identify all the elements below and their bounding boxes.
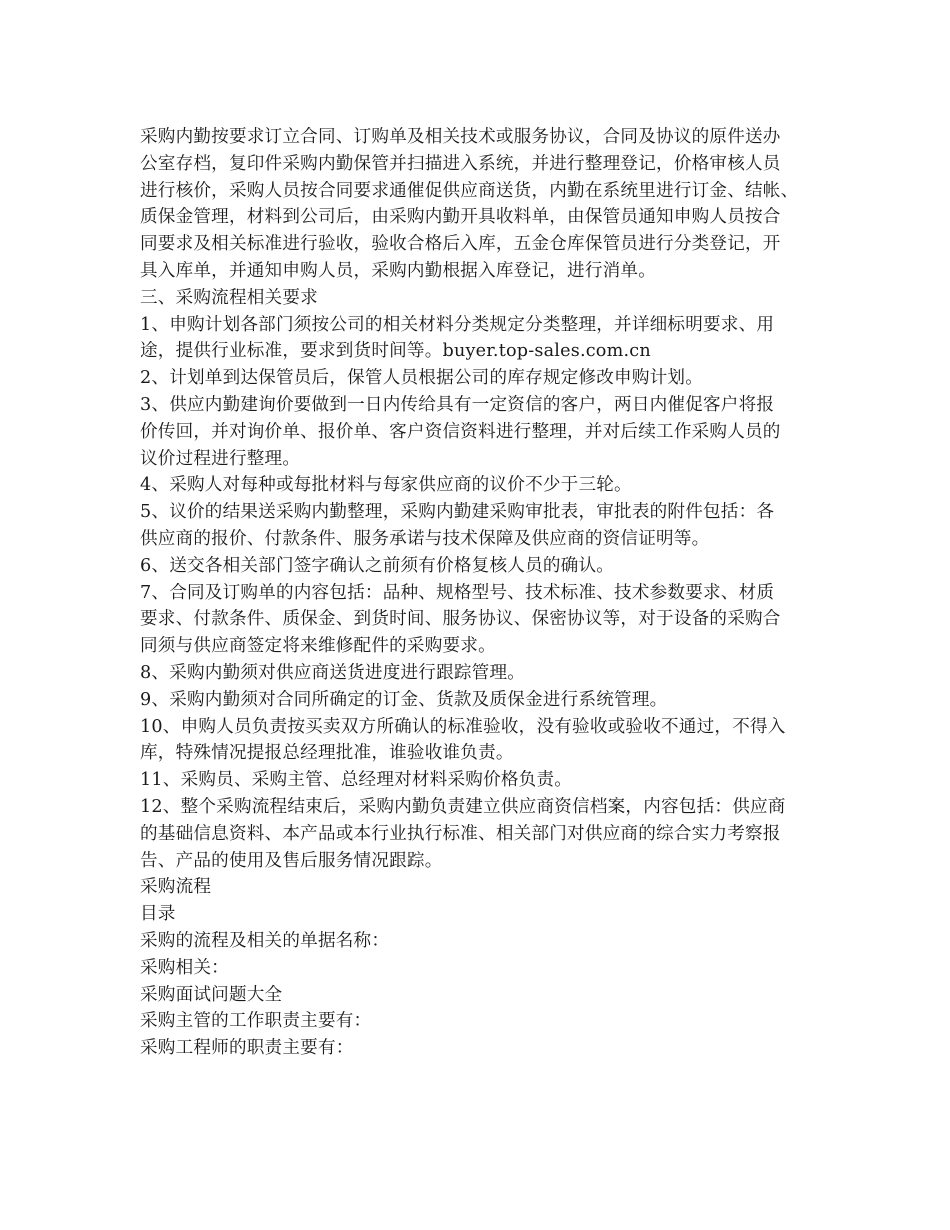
requirement-item — [140, 472, 820, 499]
list-item: 采购工程师的职责主要有： — [140, 1038, 354, 1059]
text-line: 12、整个采购流程结束后，采购内勤负责建立供应商资信档案，内容包括：供应商 — [140, 796, 786, 817]
requirement-item — [140, 499, 820, 553]
requirement-item — [140, 365, 820, 392]
text-line: 7、合同及订购单的内容包括：品种、规格型号、技术标准、技术参数要求、材质 — [140, 582, 775, 603]
list-item: 采购面试问题大全 — [140, 984, 283, 1005]
list-item: 目录 — [140, 904, 176, 925]
text-line: 11、采购员、采购主管、总经理对材料采购价格负责。 — [140, 770, 573, 791]
text-line: 4、采购人对每种或每批材料与每家供应商的议价不少于三轮。 — [140, 475, 632, 496]
text-line: 同要求及相关标准进行验收，验收合格后入库，五金仓库保管员进行分类登记，开 — [140, 234, 781, 255]
text-line: 3、供应内勤建询价要做到一日内传给具有一定资信的客户，两日内催促客户将报 — [140, 394, 775, 415]
text-line: 供应商的报价、付款条件、服务承诺与技术保障及供应商的资信证明等。 — [140, 528, 710, 549]
text-line: 10、申购人员负责按买卖双方所确认的标准验收，没有验收或验收不通过，不得入 — [140, 716, 786, 737]
text-line: 要求、付款条件、质保金、到货时间、服务协议、保密协议等，对于设备的采购合 — [140, 609, 781, 630]
text-line: 途，提供行业标准，要求到货时间等。buyer.top-sales.com.cn — [140, 341, 651, 362]
requirement-item — [140, 767, 820, 794]
section-heading: 三、采购流程相关要求 — [140, 287, 318, 308]
text-line: 的基础信息资料、本产品或本行业执行标准、相关部门对供应商的综合实力考察报 — [140, 823, 781, 844]
list-item: 采购相关： — [140, 957, 229, 978]
text-line: 质保金管理，材料到公司后，由采购内勤开具收料单，由保管员通知申购人员按合 — [140, 207, 781, 228]
text-line: 2、计划单到达保管员后，保管人员根据公司的库存规定修改申购计划。 — [140, 368, 704, 389]
requirement-item — [140, 714, 820, 768]
text-line: 同须与供应商签定将来维修配件的采购要求。 — [140, 636, 496, 657]
text-line: 8、采购内勤须对供应商送货进度进行跟踪管理。 — [140, 662, 526, 683]
text-line: 1、申购计划各部门须按公司的相关材料分类规定分类整理，并详细标明要求、用 — [140, 314, 775, 335]
text-line: 9、采购内勤须对合同所确定的订金、货款及质保金进行系统管理。 — [140, 689, 668, 710]
list-item: 采购的流程及相关的单据名称： — [140, 930, 390, 951]
requirement-item — [140, 660, 820, 687]
text-line: 6、送交各相关部门签字确认之前须有价格复核人员的确认。 — [140, 555, 615, 576]
requirement-item — [140, 794, 820, 874]
list-item: 采购主管的工作职责主要有： — [140, 1011, 372, 1032]
text-line: 具入库单，并通知申购人员，采购内勤根据入库登记，进行消单。 — [140, 260, 657, 281]
requirement-item — [140, 392, 820, 472]
requirement-item — [140, 580, 820, 660]
text-line: 采购内勤按要求订立合同、订购单及相关技术或服务协议，合同及协议的原件送办 — [140, 127, 781, 147]
text-line: 库，特殊情况提报总经理批准，谁验收谁负责。 — [140, 743, 514, 764]
intro-paragraph — [140, 124, 820, 285]
list-item: 采购流程 — [140, 877, 212, 898]
trailing-list — [140, 874, 820, 1062]
requirement-item — [140, 687, 820, 714]
text-line: 价传回，并对询价单、报价单、客户资信资料进行整理，并对后续工作采购人员的 — [140, 421, 781, 442]
text-line: 5、议价的结果送采购内勤整理，采购内勤建采购审批表，审批表的附件包括：各 — [140, 502, 775, 523]
text-line: 议价过程进行整理。 — [140, 448, 301, 469]
text-line: 公室存档，复印件采购内勤保管并扫描进入系统，并进行整理登记，价格审核人员 — [140, 153, 781, 174]
document-body — [140, 124, 820, 1062]
text-line: 告、产品的使用及售后服务情况跟踪。 — [140, 850, 443, 871]
text-line: 进行核价，采购人员按合同要求通催促供应商送货，内勤在系统里进行订金、结帐、 — [140, 180, 799, 201]
requirement-item — [140, 312, 820, 366]
requirement-item — [140, 553, 820, 580]
